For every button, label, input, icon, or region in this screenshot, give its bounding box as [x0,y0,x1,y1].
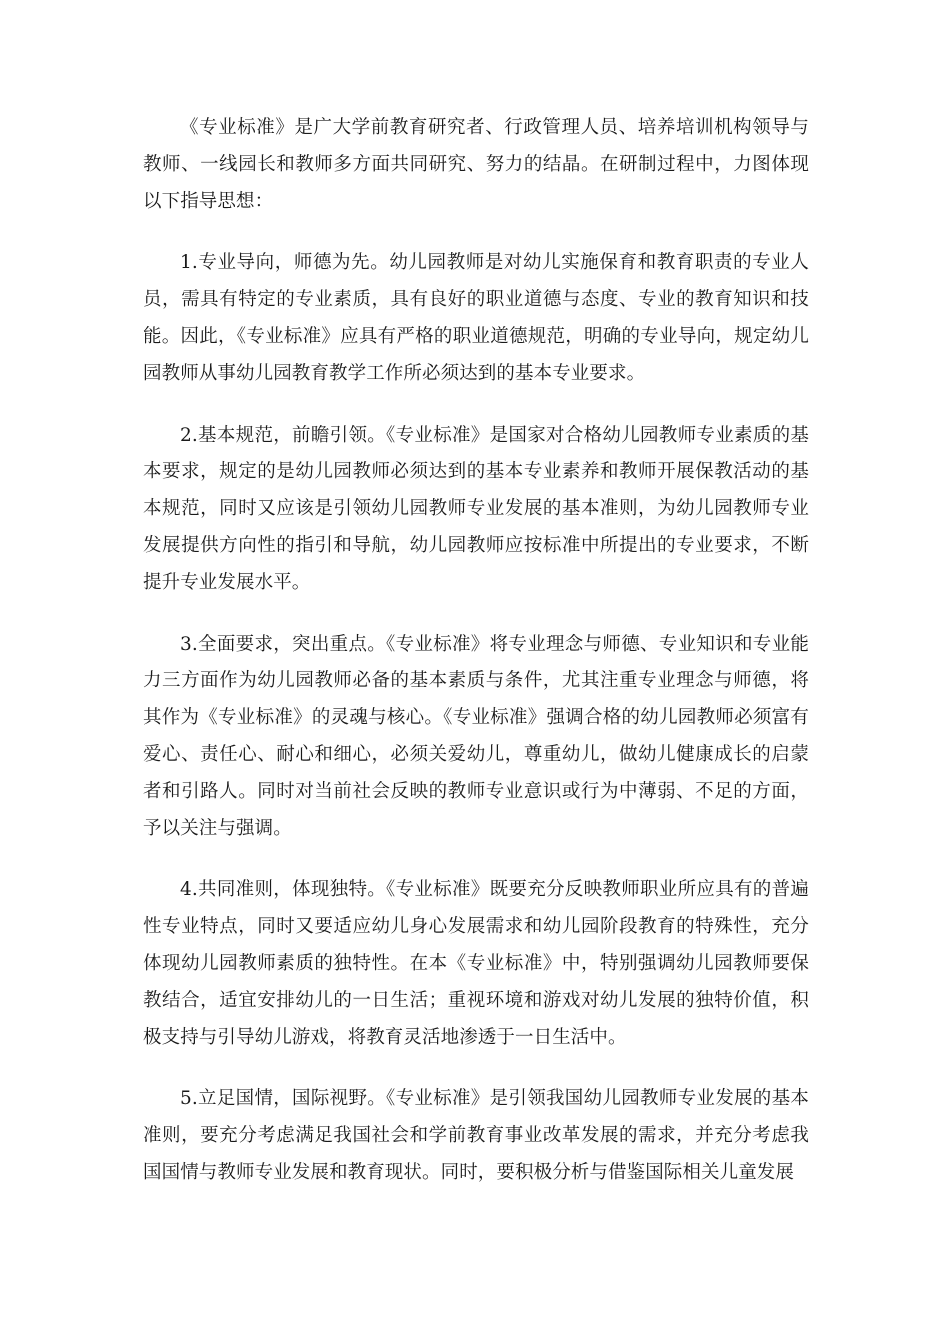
document-body [143,110,809,1217]
principle-5-paragraph: 5.立足国情，国际视野。《专业标准》是引领我国幼儿园教师专业发展的基本准则，要充分考虑满足我国社会和学前教育事业改革发展的需求，并充分考虑我国国情与教师专业发展和教育现状。同时，要积极分析与借鉴国际相关儿童发展 [143,1088,809,1183]
intro-paragraph: 《专业标准》是广大学前教育研究者、行政管理人员、培养培训机构领导与教师、一线园长和教师多方面共同研究、努力的结晶。在研制过程中，力图体现以下指导思想： [143,117,809,212]
principle-4-paragraph: 4.共同准则，体现独特。《专业标准》既要充分反映教师职业所应具有的普遍性专业特点，同时又要适应幼儿身心发展需求和幼儿园阶段教育的特殊性，充分体现幼儿园教师素质的独特性。在本《专业标准》中，特别强调幼儿园教师要保教结合，适宜安排幼儿的一日生活；重视环境和游戏对幼儿发展的独特价值，积极支持与引导幼儿游戏，将教育灵活地渗透于一日生活中。 [143,879,809,1048]
principle-2-paragraph: 2.基本规范，前瞻引领。《专业标准》是国家对合格幼儿园教师专业素质的基本要求，规定的是幼儿园教师必须达到的基本专业素养和教师开展保教活动的基本规范，同时又应该是引领幼儿园教师专业发展的基本准则，为幼儿园教师专业发展提供方向性的指引和导航，幼儿园教师应按标准中所提出的专业要求，不断提升专业发展水平。 [143,424,809,593]
principle-3-paragraph: 3.全面要求，突出重点。《专业标准》将专业理念与师德、专业知识和专业能力三方面作为幼儿园教师必备的基本素质与条件，尤其注重专业理念与师德，将其作为《专业标准》的灵魂与核心。《专业标准》强调合格的幼儿园教师必须富有爱心、责任心、耐心和细心，必须关爱幼儿，尊重幼儿，做幼儿健康成长的启蒙者和引路人。同时对当前社会反映的教师专业意识或行为中薄弱、不足的方面，予以关注与强调。 [143,633,809,839]
principle-1-paragraph: 1.专业导向，师德为先。幼儿园教师是对幼儿实施保育和教育职责的专业人员，需具有特定的专业素质，具有良好的职业道德与态度、专业的教育知识和技能。因此，《专业标准》应具有严格的职业道德规范，明确的专业导向，规定幼儿园教师从事幼儿园教育教学工作所必须达到的基本专业要求。 [143,252,809,384]
